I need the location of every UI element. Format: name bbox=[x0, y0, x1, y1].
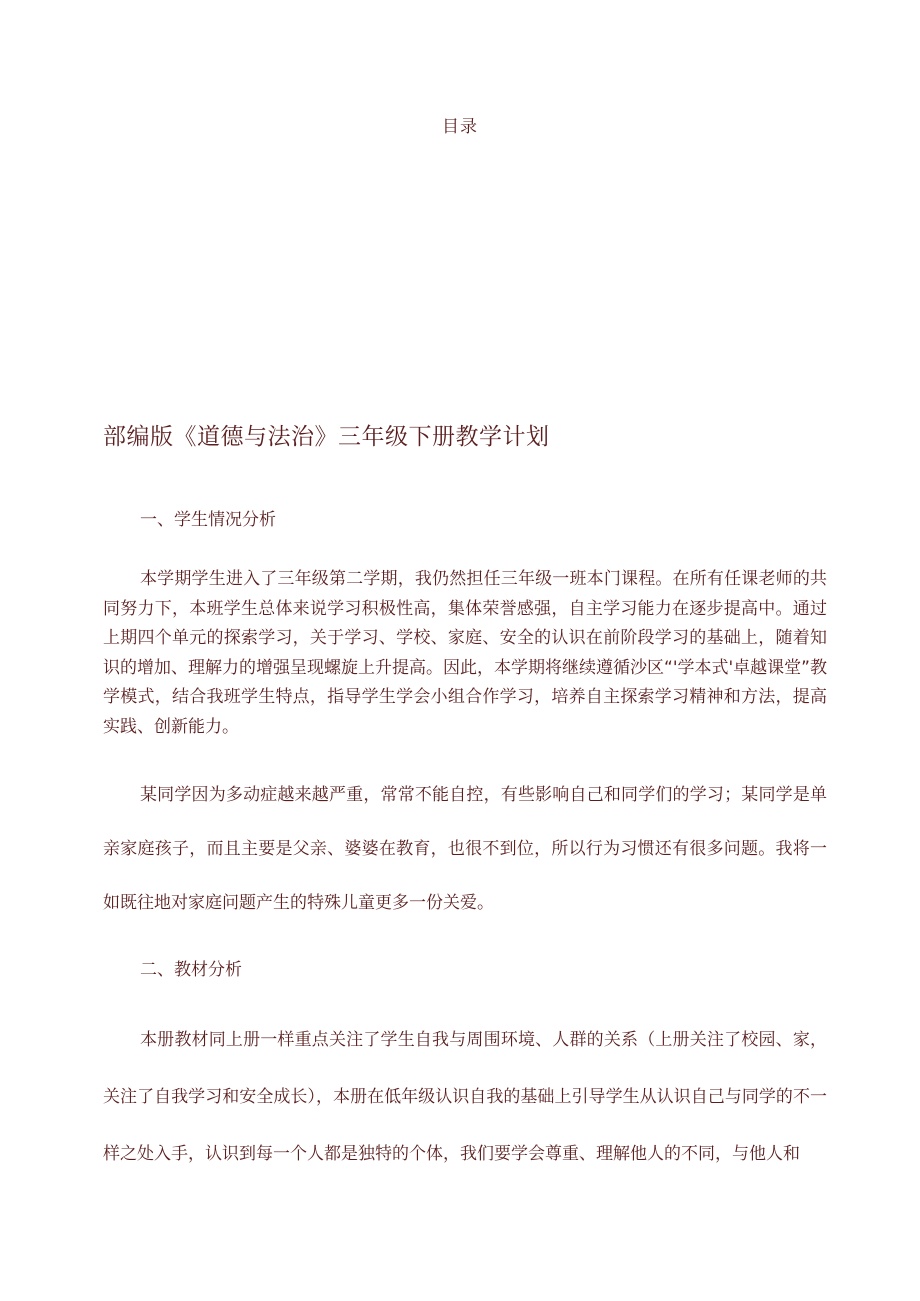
section-heading-textbook-analysis: 二、教材分析 bbox=[140, 960, 242, 980]
section-heading-student-analysis: 一、学生情况分析 bbox=[140, 510, 276, 530]
toc-heading: 目录 bbox=[442, 117, 478, 137]
paragraph-student-situation: 本学期学生进入了三年级第二学期，我仍然担任三年级一班本门课程。在所有任课老师的共同努力下，本班学生总体来说学习积极性高，集体荣誉感强，自主学习能力在逐步提高中。通过上期四个单元的探索学习，关于学习、学校、家庭、安全的认识在前阶段学习的基础上，随着知识的增加、理解力的增强呈现螺旋上升提高。因此，本学期将继续遵循沙区“'学本式'卓越课堂”教学模式，结合我班学生特点，指导学生学会小组合作学习，培养自主探索学习精神和方法，提高实践、创新能力。 bbox=[103, 569, 827, 737]
document-title: 部编版《道德与法治》三年级下册教学计划 bbox=[103, 424, 550, 450]
paragraph-textbook-analysis: 本册教材同上册一样重点关注了学生自我与周围环境、人群的关系（上册关注了校园、家，关注了自我学习和安全成长），本册在低年级认识自我的基础上引导学生从认识自己与同学的不一样之处入手，认识到每一个人都是独特的个体，我们要学会尊重、理解他人的不同，与他人和 bbox=[103, 1030, 827, 1164]
paragraph-special-students: 某同学因为多动症越来越严重，常常不能自控，有些影响自己和同学们的学习；某同学是单亲家庭孩子，而且主要是父亲、婆婆在教育，也很不到位，所以行为习惯还有很多问题。我将一如既往地对家庭问题产生的特殊儿童更多一份关爱。 bbox=[103, 785, 827, 913]
